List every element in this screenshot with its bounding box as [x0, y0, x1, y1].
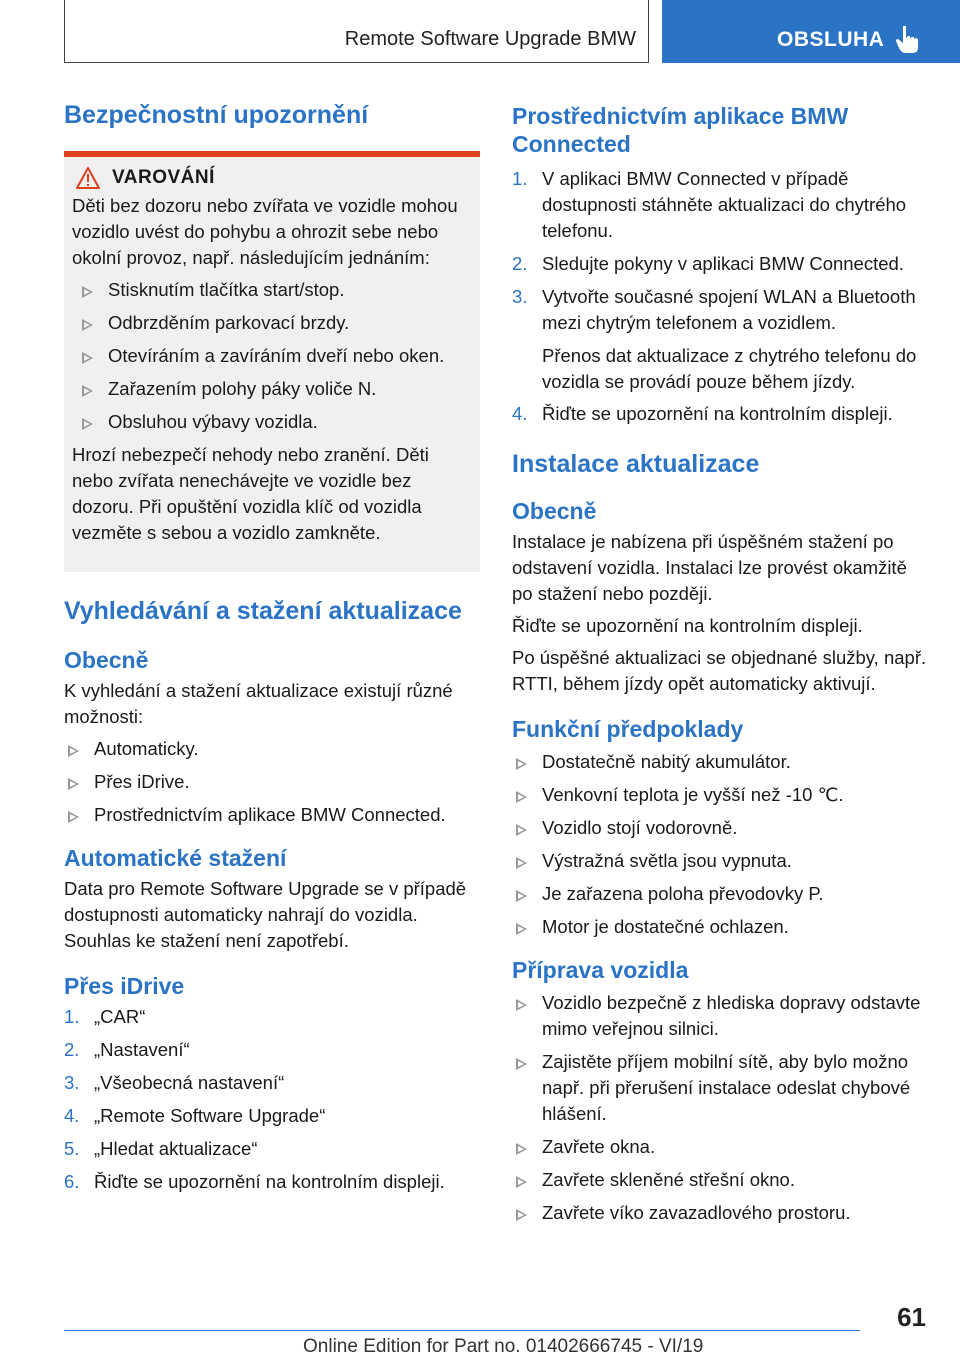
list-item: [64, 736, 480, 762]
left-column: [64, 100, 480, 1202]
step-note: Přenos dat aktualizace z chytrého telefonu do vozidla se provádí pouze během jízdy.: [542, 345, 917, 392]
install-heading: Instalace aktualizace: [512, 450, 760, 478]
bullet-triangle-icon: [516, 890, 527, 902]
step-number: 1.: [64, 1006, 80, 1027]
list-item: [64, 769, 480, 795]
list-item: [64, 1070, 480, 1096]
pointing-hand-icon: [894, 24, 922, 54]
bullet-triangle-icon: [516, 791, 527, 803]
install-text-1: Instalace je nabízena při úspěšném stažení po odstavení vozidla. Instalaci lze provést okamžitě po stažení nebo později.: [512, 531, 907, 604]
auto-download-text: Data pro Remote Software Upgrade se v případě dostupnosti automaticky nahrají do vozidla. Souhlas ke stažení není zapotřebí.: [64, 878, 467, 951]
bullet-triangle-icon: [82, 319, 93, 331]
page-number: 61: [897, 1302, 926, 1332]
install-general-heading: Obecně: [512, 498, 597, 524]
step-number: 4.: [512, 403, 528, 424]
list-item-text: Zavřete skleněné střešní okno.: [542, 1169, 795, 1190]
options-list: [64, 736, 480, 828]
list-item-text: Stisknutím tlačítka start/stop.: [108, 279, 345, 300]
bullet-triangle-icon: [82, 352, 93, 364]
bullet-triangle-icon: [516, 999, 527, 1011]
general-heading: Obecně: [64, 647, 149, 673]
list-item: [512, 284, 932, 336]
step-text: Sledujte pokyny v aplikaci BMW Connected.: [542, 253, 904, 274]
list-item-text: Zavřete víko zavazadlového prostoru.: [542, 1202, 851, 1223]
step-text: Vytvořte současné spojení WLAN a Bluetooth mezi chytrým telefonem a vozidlem.: [542, 286, 916, 333]
warning-outro: Hrozí nebezpečí nehody nebo zranění. Děti nebo zvířata nenechávejte ve vozidle bez dozoru. Při opuštění vozidla klíč od vozidla vezměte s sebou a vozidlo zamkněte.: [72, 444, 429, 543]
list-item-text: Prostřednictvím aplikace BMW Connected.: [94, 804, 446, 825]
list-item: [512, 1167, 932, 1193]
list-item: [512, 782, 932, 808]
vehicle-prep-list: [512, 990, 932, 1226]
prerequisites-list: [512, 749, 932, 940]
step-number: 2.: [512, 253, 528, 274]
list-item-text: Odbrzděním parkovací brzdy.: [108, 312, 350, 333]
list-item-text: Přes iDrive.: [94, 771, 190, 792]
general-text: K vyhledání a stažení aktualizace existují různé možnosti:: [64, 680, 453, 727]
list-item: [72, 343, 472, 369]
list-item: [512, 1049, 932, 1127]
step-number: 3.: [512, 286, 528, 307]
bullet-triangle-icon: [68, 811, 79, 823]
step-number: 1.: [512, 168, 528, 189]
list-item-text: Obsluhou výbavy vozidla.: [108, 411, 318, 432]
list-item-text: Automaticky.: [94, 738, 199, 759]
bullet-triangle-icon: [82, 286, 93, 298]
list-item: [64, 802, 480, 828]
step-text: Řiďte se upozornění na kontrolním displeji.: [94, 1171, 445, 1192]
list-item: [72, 376, 472, 402]
footer-rule: [64, 1330, 860, 1331]
idrive-steps: [64, 1004, 480, 1195]
warning-list: [72, 277, 472, 435]
idrive-heading: Přes iDrive: [64, 973, 185, 999]
edition-text: Online Edition for Part no. 01402666745 - VI/19: [303, 1336, 704, 1357]
list-item: [512, 914, 932, 940]
bullet-triangle-icon: [68, 745, 79, 757]
vehicle-prep-heading: Příprava vozidla: [512, 957, 689, 983]
step-number: 6.: [64, 1171, 80, 1192]
list-item: [512, 815, 932, 841]
bullet-triangle-icon: [516, 824, 527, 836]
warning-header: [72, 167, 472, 189]
list-item-text: Je zařazena poloha převodovky P.: [542, 883, 824, 904]
bullet-triangle-icon: [68, 778, 79, 790]
right-column: [512, 102, 932, 1233]
bullet-triangle-icon: [516, 1209, 527, 1221]
list-item: [72, 310, 472, 336]
list-item-text: Dostatečně nabitý akumulátor.: [542, 751, 791, 772]
search-heading: Vyhledávání a stažení aktualizace: [64, 597, 462, 625]
list-item: [72, 409, 472, 435]
step-number: 5.: [64, 1138, 80, 1159]
list-item: [72, 277, 472, 303]
header-title: Remote Software Upgrade BMW: [344, 28, 636, 50]
list-item-text: Vozidlo stojí vodorovně.: [542, 817, 738, 838]
warning-triangle-icon: [76, 167, 100, 189]
list-item-text: Vozidlo bezpečně z hlediska dopravy odstavte mimo veřejnou silnici.: [542, 992, 921, 1039]
step-text: V aplikaci BMW Connected v případě dostupnosti stáhněte aktualizaci do chytrého telefonu.: [542, 168, 907, 241]
bullet-triangle-icon: [516, 857, 527, 869]
list-item-text: Zařazením polohy páky voliče N.: [108, 378, 377, 399]
list-item: [512, 990, 932, 1042]
install-text-3: Po úspěšné aktualizaci se objednané služby, např. RTTI, během jízdy opět automaticky aktivují.: [512, 647, 927, 694]
list-item-text: Zavřete okna.: [542, 1136, 656, 1157]
bullet-triangle-icon: [516, 1176, 527, 1188]
list-item: [64, 1169, 480, 1195]
bullet-triangle-icon: [82, 385, 93, 397]
bullet-triangle-icon: [516, 758, 527, 770]
warning-label: VAROVÁNÍ: [112, 167, 215, 188]
list-item-text: Výstražná světla jsou vypnuta.: [542, 850, 792, 871]
step-text: „Všeobecná nastavení“: [94, 1072, 285, 1093]
step-text: Řiďte se upozornění na kontrolním displeji.: [542, 403, 893, 424]
list-item: [512, 749, 932, 775]
list-item-text: Venkovní teplota je vyšší než -10 ℃.: [542, 784, 844, 805]
warning-bar: [64, 151, 480, 157]
step-number: 4.: [64, 1105, 80, 1126]
prerequisites-heading: Funkční předpoklady: [512, 716, 744, 742]
list-item-text: Zajistěte příjem mobilní sítě, aby bylo možno např. při přerušení instalace odeslat chybové hlášení.: [542, 1051, 911, 1124]
install-text-2: Řiďte se upozornění na kontrolním displeji.: [512, 615, 863, 636]
step-text: „CAR“: [94, 1006, 146, 1027]
header-title-box: [64, 0, 649, 63]
list-item: [64, 1037, 480, 1063]
list-item: [64, 1136, 480, 1162]
list-item: [512, 881, 932, 907]
app-steps: [512, 166, 932, 336]
step-number: 2.: [64, 1039, 80, 1060]
list-item: [512, 848, 932, 874]
auto-download-heading: Automatické stažení: [64, 845, 287, 871]
bullet-triangle-icon: [516, 923, 527, 935]
bullet-triangle-icon: [516, 1143, 527, 1155]
step-number: 3.: [64, 1072, 80, 1093]
app-steps-continued: [512, 401, 932, 427]
safety-heading: Bezpečnostní upozornění: [64, 101, 369, 129]
list-item: [512, 251, 932, 277]
list-item-text: Motor je dostatečné ochlazen.: [542, 916, 789, 937]
section-tab-obsluha: [662, 0, 960, 63]
bullet-triangle-icon: [82, 418, 93, 430]
list-item: [512, 401, 932, 427]
section-tab-label: OBSLUHA: [777, 28, 885, 51]
app-heading: Prostřednictvím aplikace BMW Connected: [512, 103, 849, 157]
step-text: „Remote Software Upgrade“: [94, 1105, 326, 1126]
list-item-text: Otevíráním a zavíráním dveří nebo oken.: [108, 345, 445, 366]
list-item: [512, 166, 932, 244]
step-text: „Hledat aktualizace“: [94, 1138, 258, 1159]
bullet-triangle-icon: [516, 1058, 527, 1070]
step-text: „Nastavení“: [94, 1039, 190, 1060]
warning-box: [64, 151, 480, 572]
list-item: [512, 1200, 932, 1226]
list-item: [64, 1103, 480, 1129]
warning-intro: Děti bez dozoru nebo zvířata ve vozidle mohou vozidlo uvést do pohybu a ohrozit sebe nebo okolní provoz, např. následujícím jednáním:: [72, 195, 458, 268]
list-item: [512, 1134, 932, 1160]
footer-edition: [303, 1336, 703, 1358]
list-item: [64, 1004, 480, 1030]
